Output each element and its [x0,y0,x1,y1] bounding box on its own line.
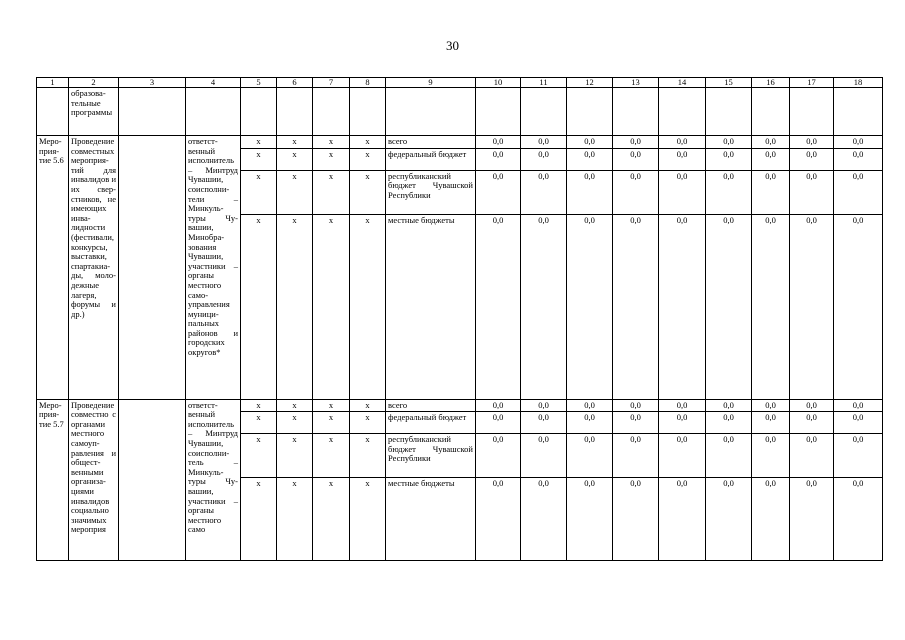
value-cell: 0,0 [752,434,790,478]
code-cell: x [277,148,313,170]
value-cell: 0,0 [613,412,659,434]
value-cell: 0,0 [521,214,567,399]
value-cell: 0,0 [567,136,613,149]
empty-cell [119,399,186,561]
value-cell: 0,0 [706,214,752,399]
code-cell: x [241,434,277,478]
header-col-13: 13 [613,78,659,88]
code-cell: x [350,434,386,478]
value-cell: 0,0 [613,478,659,561]
value-cell: 0,0 [521,399,567,412]
funding-source-cell: всего [386,399,476,412]
header-col-3: 3 [119,78,186,88]
header-col-15: 15 [706,78,752,88]
table-row [37,399,883,412]
value-cell: 0,0 [834,399,883,412]
value-cell: 0,0 [752,214,790,399]
value-cell: 0,0 [790,148,834,170]
value-cell: 0,0 [790,412,834,434]
value-cell: 0,0 [752,399,790,412]
code-cell: x [241,399,277,412]
value-cell: 0,0 [521,412,567,434]
value-cell: 0,0 [567,434,613,478]
code-cell: x [277,214,313,399]
funding-source-cell: республиканский бюджет Чувашской Республики [386,170,476,214]
value-cell: 0,0 [476,434,521,478]
value-cell: 0,0 [790,399,834,412]
value-cell: 0,0 [567,412,613,434]
value-cell: 0,0 [752,478,790,561]
code-cell: x [277,434,313,478]
value-cell: 0,0 [706,434,752,478]
value-cell: 0,0 [476,478,521,561]
code-cell: x [277,170,313,214]
header-col-1: 1 [37,78,69,88]
value-cell: 0,0 [834,412,883,434]
code-cell: x [277,136,313,149]
header-col-14: 14 [659,78,706,88]
header-col-2: 2 [69,78,119,88]
value-cell: 0,0 [790,434,834,478]
value-cell: 0,0 [706,412,752,434]
header-col-4: 4 [186,78,241,88]
header-col-6: 6 [277,78,313,88]
funding-source-cell: федеральный бюджет [386,148,476,170]
code-cell: x [241,412,277,434]
value-cell: 0,0 [659,136,706,149]
responsible-cell: ответственный исполнитель – Минтруд Чувашии, соисполнители – Минкультуры Чувашии, Минобразования Чувашии, участники – органы местного самоуправления муниципальных районов и городских округов* [186,136,241,400]
value-cell: 0,0 [752,148,790,170]
responsible-cell: ответственный исполнитель – Минтруд Чувашии, соисполнитель – Минкультуры Чувашии, участники – органы местного само [186,399,241,561]
value-cell: 0,0 [567,478,613,561]
value-cell: 0,0 [476,399,521,412]
header-col-9: 9 [386,78,476,88]
header-row [37,78,883,88]
continuation-row [37,88,883,136]
code-cell: x [241,136,277,149]
value-cell: 0,0 [706,148,752,170]
value-cell: 0,0 [521,148,567,170]
value-cell: 0,0 [521,170,567,214]
measure-name-cell: Проведение совместных мероприятий для инвалидов и их сверстников, не имеющих инвалидности (фестивали, конкурсы, выставки, спартакиады, молодежные лагеря, форумы и др.) [69,136,119,400]
value-cell: 0,0 [706,136,752,149]
code-cell: x [313,399,350,412]
value-cell: 0,0 [613,148,659,170]
value-cell: 0,0 [834,170,883,214]
code-cell: x [350,399,386,412]
value-cell: 0,0 [752,412,790,434]
header-col-7: 7 [313,78,350,88]
value-cell: 0,0 [834,148,883,170]
funding-source-cell: местные бюджеты [386,214,476,399]
code-cell: x [350,478,386,561]
code-cell: x [350,412,386,434]
value-cell: 0,0 [706,478,752,561]
value-cell: 0,0 [706,170,752,214]
value-cell: 0,0 [834,434,883,478]
value-cell: 0,0 [476,136,521,149]
code-cell: x [350,136,386,149]
code-cell: x [313,214,350,399]
value-cell: 0,0 [706,399,752,412]
value-cell: 0,0 [834,136,883,149]
value-cell: 0,0 [613,136,659,149]
value-cell: 0,0 [790,478,834,561]
code-cell: x [241,214,277,399]
code-cell: x [350,214,386,399]
value-cell: 0,0 [659,478,706,561]
value-cell: 0,0 [613,434,659,478]
value-cell: 0,0 [476,148,521,170]
code-cell: x [313,412,350,434]
funding-source-cell: всего [386,136,476,149]
header-col-10: 10 [476,78,521,88]
value-cell: 0,0 [613,214,659,399]
value-cell: 0,0 [567,148,613,170]
value-cell: 0,0 [790,170,834,214]
code-cell: x [313,148,350,170]
code-cell: x [277,412,313,434]
value-cell: 0,0 [567,399,613,412]
program-table [36,77,883,561]
header-col-8: 8 [350,78,386,88]
code-cell: x [241,478,277,561]
code-cell: x [277,478,313,561]
value-cell: 0,0 [567,170,613,214]
code-cell: x [313,170,350,214]
code-cell: x [350,170,386,214]
value-cell: 0,0 [567,214,613,399]
value-cell: 0,0 [613,399,659,412]
value-cell: 0,0 [659,412,706,434]
value-cell: 0,0 [659,214,706,399]
continued-name-cell: образовательные программы [69,88,119,136]
value-cell: 0,0 [476,170,521,214]
value-cell: 0,0 [790,136,834,149]
header-col-18: 18 [834,78,883,88]
value-cell: 0,0 [659,148,706,170]
value-cell: 0,0 [752,136,790,149]
funding-source-cell: местные бюджеты [386,478,476,561]
code-cell: x [241,170,277,214]
measure-id-cell: Мероприятие 5.6 [37,136,69,400]
header-col-16: 16 [752,78,790,88]
code-cell: x [350,148,386,170]
header-col-17: 17 [790,78,834,88]
value-cell: 0,0 [834,214,883,399]
header-col-12: 12 [567,78,613,88]
table-row [37,136,883,149]
page-number: 30 [446,38,459,53]
measure-name-cell: Проведение совместно с органами местного самоуправления и общественными организациями инвалидов социально значимых мероприя [69,399,119,561]
value-cell: 0,0 [521,478,567,561]
value-cell: 0,0 [752,170,790,214]
header-col-5: 5 [241,78,277,88]
value-cell: 0,0 [659,399,706,412]
code-cell: x [277,399,313,412]
funding-source-cell: республиканский бюджет Чувашской Республики [386,434,476,478]
empty-cell [119,136,186,400]
code-cell: x [313,136,350,149]
measure-id-cell: Мероприятие 5.7 [37,399,69,561]
code-cell: x [313,478,350,561]
value-cell: 0,0 [521,136,567,149]
value-cell: 0,0 [659,434,706,478]
value-cell: 0,0 [613,170,659,214]
code-cell: x [241,148,277,170]
value-cell: 0,0 [476,412,521,434]
code-cell: x [313,434,350,478]
funding-source-cell: федеральный бюджет [386,412,476,434]
header-col-11: 11 [521,78,567,88]
value-cell: 0,0 [834,478,883,561]
value-cell: 0,0 [659,170,706,214]
value-cell: 0,0 [476,214,521,399]
value-cell: 0,0 [790,214,834,399]
value-cell: 0,0 [521,434,567,478]
